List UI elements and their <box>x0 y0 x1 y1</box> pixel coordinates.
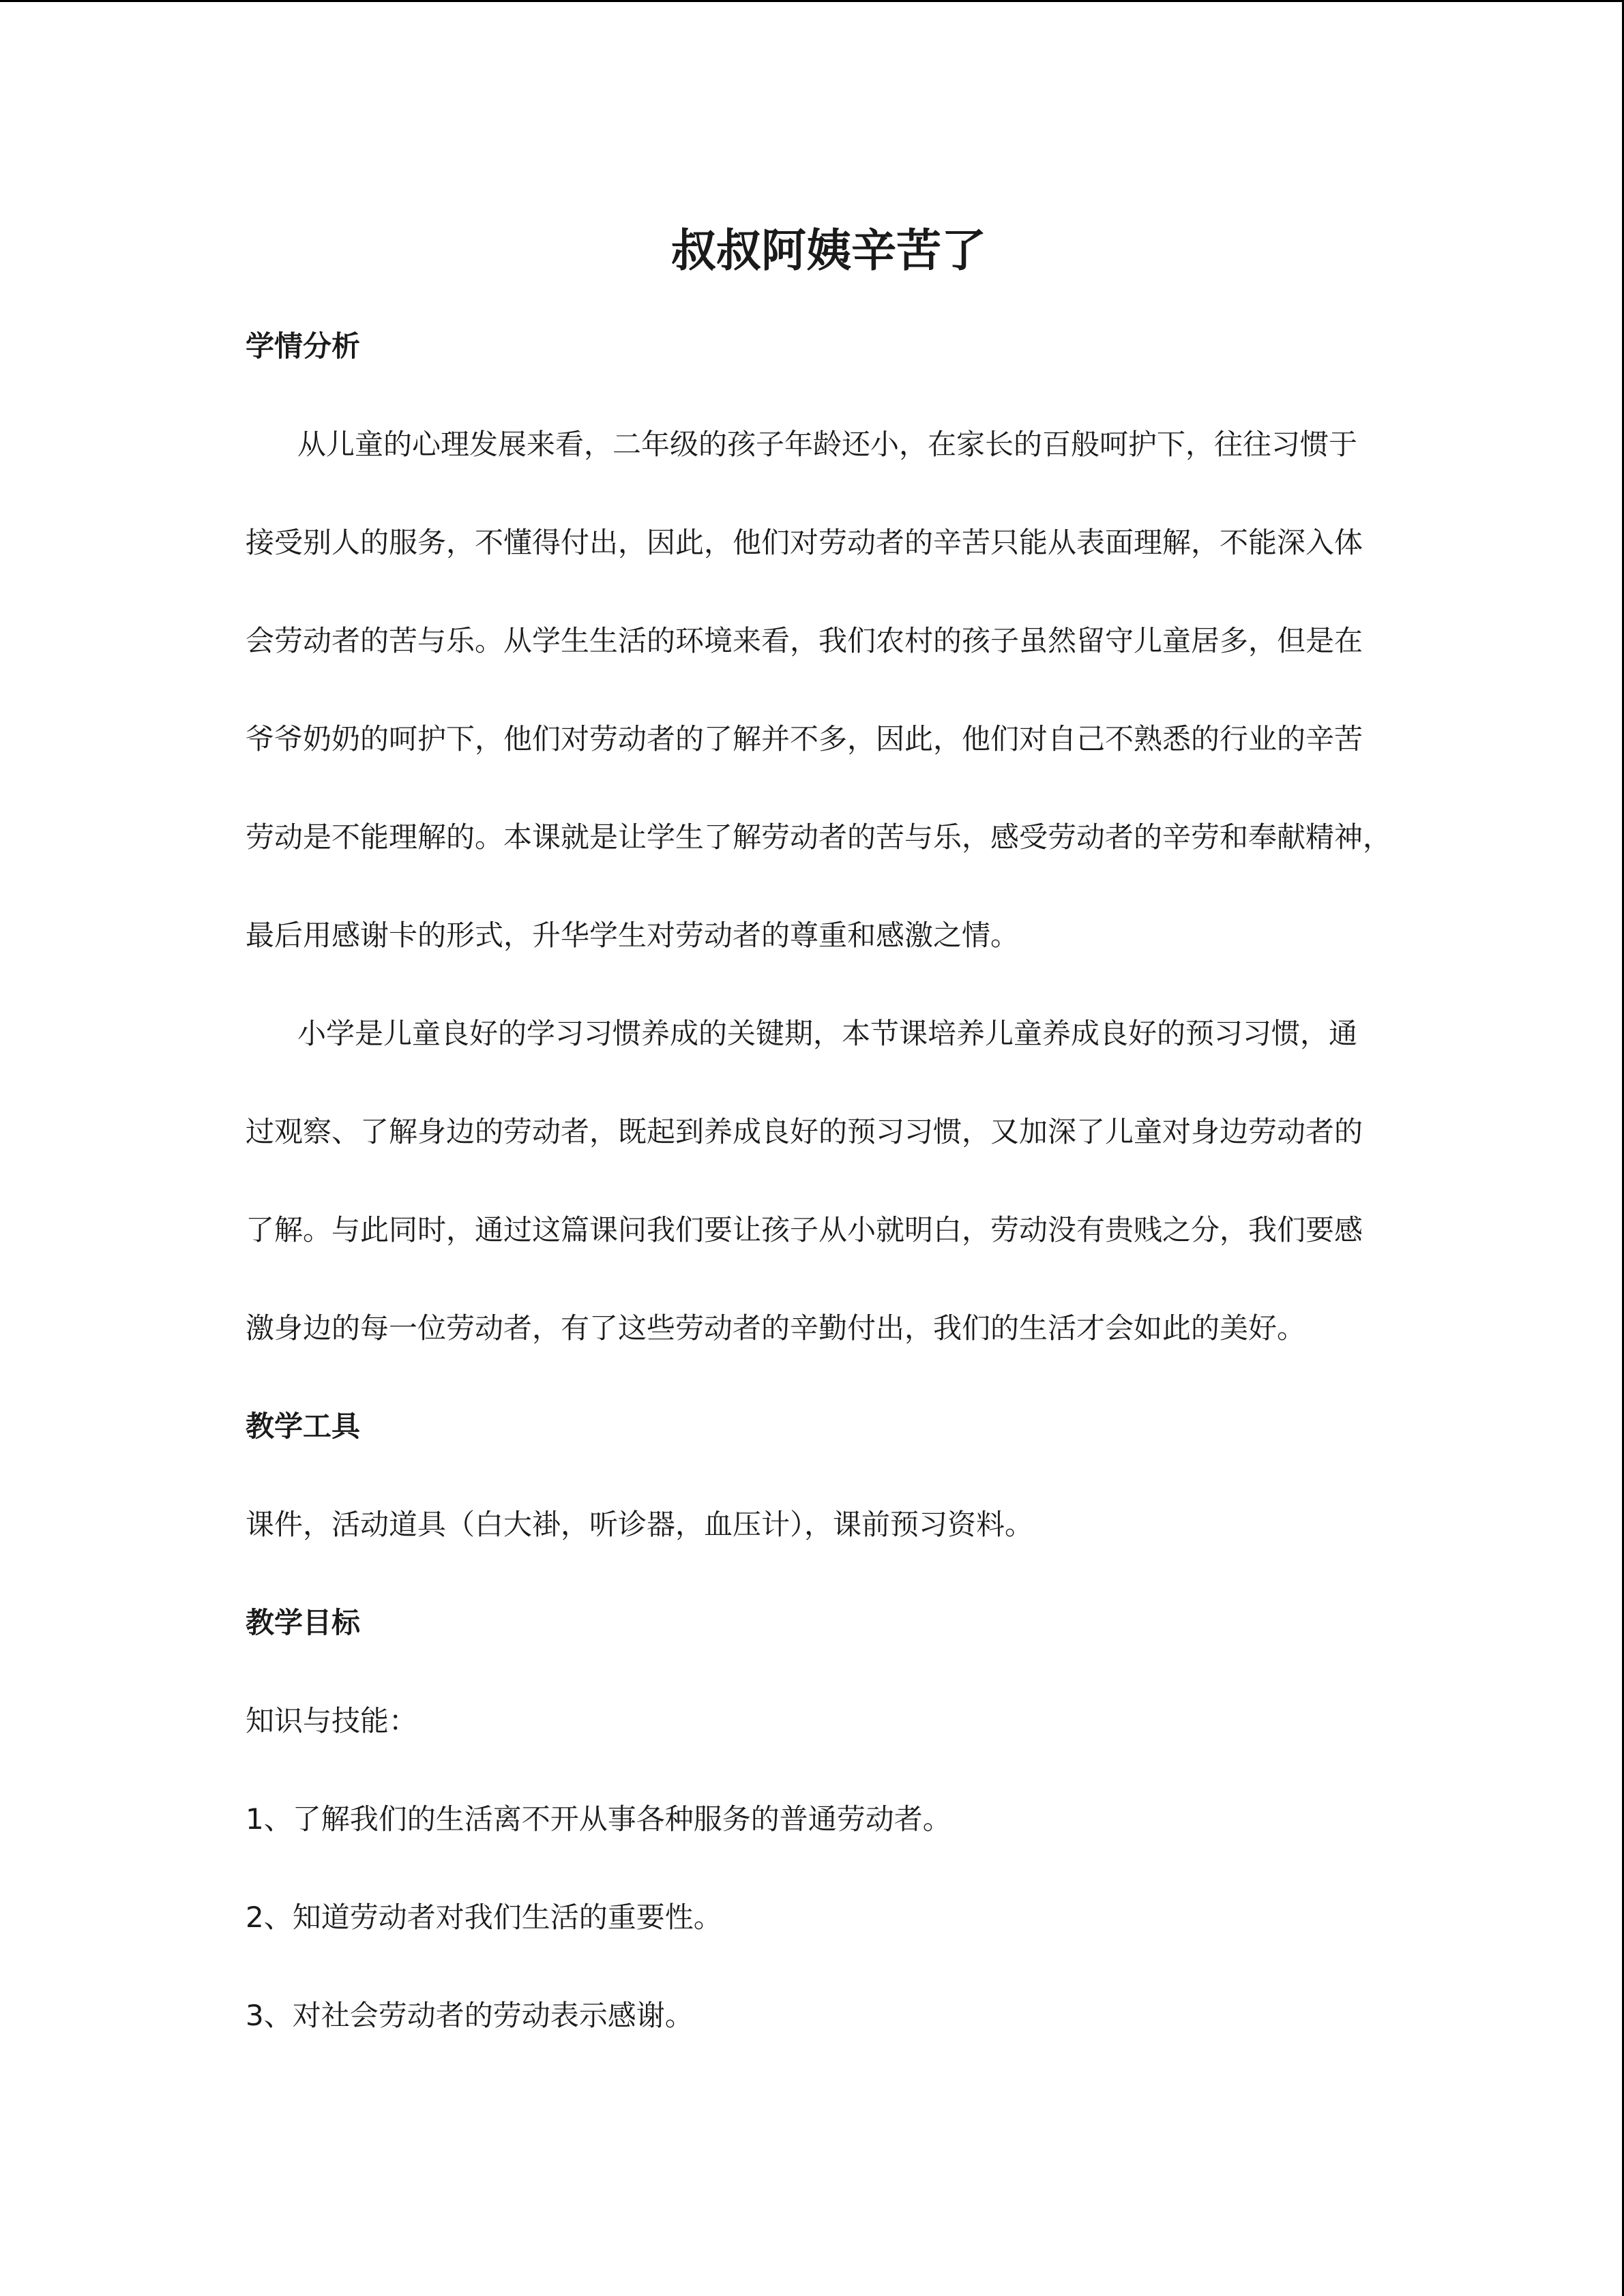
tools-text: 课件，活动道具（白大褂，听诊器，血压计），课前预习资料。 <box>246 1508 1034 1541</box>
analysis-line: 会劳动者的苦与乐。从学生生活的环境来看，我们农村的孩子虽然留守儿童居多，但是在 <box>246 624 1363 657</box>
section-heading-goals: 教学目标 <box>246 1606 361 1639</box>
analysis-line: 激身边的每一位劳动者，有了这些劳动者的辛勤付出，我们的生活才会如此的美好。 <box>246 1311 1306 1345</box>
analysis-line: 从儿童的心理发展来看，二年级的孩子年龄还小，在家长的百般呵护下，往往习惯于 <box>297 428 1358 461</box>
document-title: 叔叔阿姨辛苦了 <box>671 224 986 277</box>
document-body <box>246 205 1391 2065</box>
analysis-line: 接受别人的服务，不懂得付出，因此，他们对劳动者的辛苦只能从表面理解，不能深入体 <box>246 526 1363 559</box>
page-border-top <box>0 0 1624 2</box>
section-heading-tools: 教学工具 <box>246 1410 361 1443</box>
goals-subheading: 知识与技能： <box>246 1704 418 1738</box>
analysis-line: 小学是儿童良好的学习习惯养成的关键期，本节课培养儿童养成良好的预习习惯，通 <box>297 1017 1358 1050</box>
analysis-line: 劳动是不能理解的。本课就是让学生了解劳动者的苦与乐，感受劳动者的辛劳和奉献精神， <box>246 820 1392 854</box>
analysis-line: 过观察、了解身边的劳动者，既起到养成良好的预习习惯，又加深了儿童对身边劳动者的 <box>246 1115 1363 1148</box>
analysis-line: 最后用感谢卡的形式，升华学生对劳动者的尊重和感激之情。 <box>246 919 1020 952</box>
section-heading-analysis: 学情分析 <box>246 329 361 363</box>
goal-item: 3、对社会劳动者的劳动表示感谢。 <box>246 1999 694 2032</box>
goal-item: 2、知道劳动者对我们生活的重要性。 <box>246 1900 722 1934</box>
analysis-line: 了解。与此同时，通过这篇课问我们要让孩子从小就明白，劳动没有贵贱之分，我们要感 <box>246 1213 1363 1247</box>
goal-item: 1、了解我们的生活离不开从事各种服务的普通劳动者。 <box>246 1802 951 1836</box>
analysis-line: 爷爷奶奶的呵护下，他们对劳动者的了解并不多，因此，他们对自己不熟悉的行业的辛苦 <box>246 722 1363 756</box>
